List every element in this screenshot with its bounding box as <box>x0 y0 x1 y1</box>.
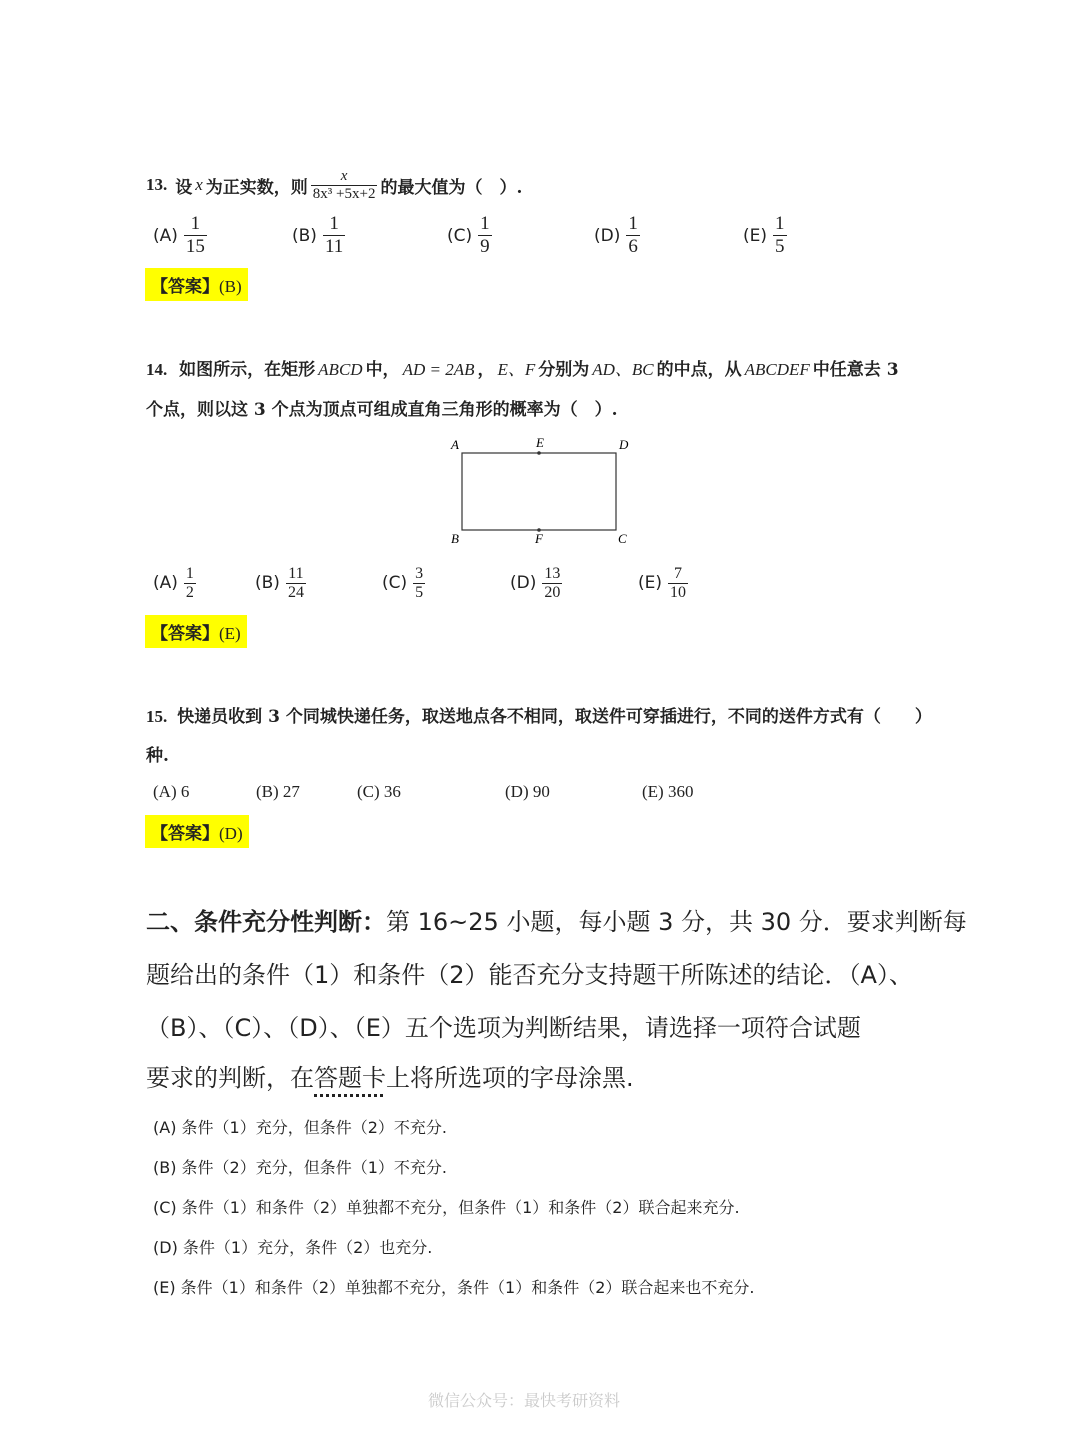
condition-c: (C) 条件（1）和条件（2）单独都不充分，但条件（1）和条件（2）联合起来充分. <box>153 1198 740 1217</box>
rectangle-abcd <box>462 453 616 530</box>
q15-option-c[interactable]: (C) 36 <box>357 782 401 801</box>
q14-option-c[interactable]: (C) $\frac{3}{5}$ <box>382 565 424 601</box>
q14-option-b[interactable]: (B) $\frac{11}{24}$ <box>255 565 304 601</box>
section2-line1: 二、条件充分性判断：第 16~25 小题，每小题 3 分，共 30 分．要求判断每 <box>146 908 967 936</box>
q15-number: 15. <box>146 707 168 726</box>
point-e <box>537 451 541 455</box>
section2-line2: 题给出的条件（1）和条件（2）能否充分支持题干所陈述的结论．（A）、 <box>146 961 913 989</box>
label-f: F <box>535 531 543 546</box>
q13-option-c[interactable]: (C) $\frac{1}{9}$ <box>447 213 490 257</box>
q14-option-a[interactable]: (A) $\frac{1}{2}$ <box>153 565 194 601</box>
q13-stem: 13. 设 x 为正实数，则 $\frac{x}{\text{8x³ +5x+2}}$ 的最大值为（ ）. <box>146 168 523 202</box>
label-c: C <box>618 531 627 546</box>
section2-heading: 二、条件充分性判断： <box>146 908 386 936</box>
q14-answer: 【答案】(E) <box>145 615 247 648</box>
q13-option-e[interactable]: (E) $\frac{1}{5}$ <box>743 213 785 257</box>
q15-answer: 【答案】(D) <box>145 815 249 848</box>
q14-option-d[interactable]: (D) $\frac{13}{20}$ <box>510 565 561 601</box>
label-d: D <box>619 437 629 452</box>
q13-answer: 【答案】(B) <box>145 268 248 301</box>
q15-option-e[interactable]: (E) 360 <box>642 782 694 801</box>
q15-option-a[interactable]: (A) 6 <box>153 782 190 801</box>
condition-a: (A) 条件（1）充分，但条件（2）不充分. <box>153 1118 447 1137</box>
q15-stem-line2: 种. <box>146 746 169 766</box>
q15-option-b[interactable]: (B) 27 <box>256 782 300 801</box>
condition-e: (E) 条件（1）和条件（2）单独都不充分，条件（1）和条件（2）联合起来也不充分. <box>153 1278 755 1297</box>
q13-option-a[interactable]: (A) $\frac{1}{15}$ <box>153 213 205 257</box>
watermark: 微信公众号：最快考研资料 <box>428 1391 621 1410</box>
q15-option-d[interactable]: (D) 90 <box>505 782 550 801</box>
section2-line4: 要求的判断，在答题卡上将所选项的字母涂黑. <box>146 1064 634 1092</box>
label-e: E <box>536 435 544 450</box>
label-b: B <box>451 531 459 546</box>
q14-option-e[interactable]: (E) $\frac{7}{10}$ <box>638 565 687 601</box>
section2-line3: （B）、（C）、（D）、（E）五个选项为判断结果，请选择一项符合试题 <box>146 1014 861 1042</box>
q13-expression: $\frac{x}{\text{8x³ +5x+2}}$ <box>312 168 376 202</box>
q13-option-b[interactable]: (B) $\frac{1}{11}$ <box>292 213 344 257</box>
condition-b: (B) 条件（2）充分，但条件（1）不充分. <box>153 1158 447 1177</box>
rectangle-figure <box>440 432 640 550</box>
label-a: A <box>451 437 459 452</box>
q14-stem-line1: 14. 如图所示，在矩形 ABCD 中， AD = 2AB ， E、F 分别为 AD、BC 的中点，从 ABCDEF 中任意去 3 <box>146 360 899 380</box>
q13-number: 13. <box>146 175 168 195</box>
q14-number: 14. <box>146 360 168 379</box>
q15-stem-line1: 15. 快递员收到 3 个同城快递任务，取送地点各不相同，取送件可穿插进行，不同的送件方式有（ ） <box>146 707 932 727</box>
q13-option-d[interactable]: (D) $\frac{1}{6}$ <box>594 213 638 257</box>
q14-stem-line2: 个点，则以这 3 个点为顶点可组成直角三角形的概率为（ ）. <box>146 400 618 420</box>
answer-sheet-emphasis: 答题卡 <box>314 1064 386 1092</box>
condition-d: (D) 条件（1）充分，条件（2）也充分. <box>153 1238 433 1257</box>
